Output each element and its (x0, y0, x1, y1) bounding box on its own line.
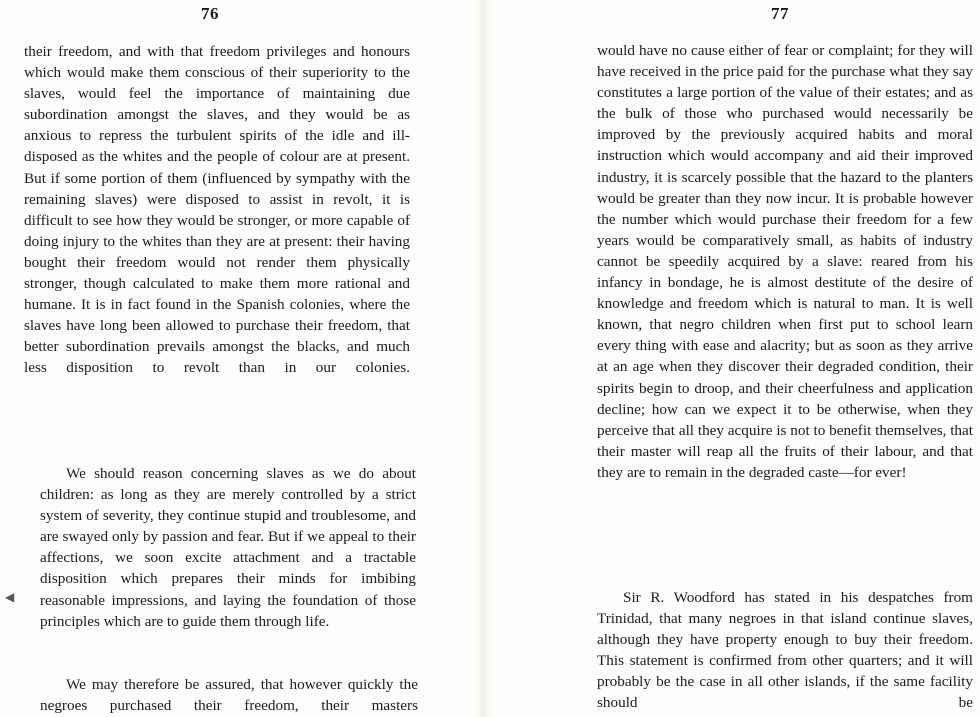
right-paragraph-1: would have no cause either of fear or complaint; for they will have received in the price paid for the purchase what they say constitutes a large portion of the value of their estates; and as the bulk of those who purchased would necessarily be improved by the previously acquired habits and moral instruction which would accompany and aid their improved industry, it is scarcely possible that the hazard to the planters would be greater than they now incur. It is probable however the number which would purchase their freedom for a few years would be comparatively small, as habits of industry cannot be speedily acquired by a slave: reared from his infancy in bondage, he is almost destitute of the desire of knowledge and freedom which is natural to man. It is well known, that negro children when first put to school learn every thing with ease and alacrity; but as soon as they arrive at an age when they discover their degraded condition, their spirits begin to droop, and their cheerfulness and application decline; how can we expect it to be otherwise, when they perceive that all they acquire is not to benefit themselves, that their master will reap all the fruits of their labour, and that they are to remain in the degraded caste—for ever! (597, 42, 973, 481)
right-paragraph-2: Sir R. Woodford has stated in his despatches from Trinidad, that many negroes in that island continue slaves, although they have property enough to buy their freedom. This statement is confirmed from other quarters; and it will probably be the case in all other islands, if the same facility should be (597, 589, 973, 712)
right-page (490, 0, 980, 717)
left-page (0, 0, 475, 717)
left-page-number: 76 (201, 4, 219, 23)
right-page-number: 77 (771, 4, 789, 23)
margin-mark: ◀ (5, 590, 15, 604)
left-paragraph-2: We should reason concerning slaves as we do about children: as long as they are merely controlled by a strict system of severity, they continue stupid and troublesome, and are swayed only by passion and fear. But if we appeal to their affections, we soon excite attachment and a tractable disposition which prepares their minds for imbibing reasonable impressions, and laying the foundation of those principles which are to guide them through life. (40, 465, 416, 630)
left-paragraph-1: their freedom, and with that freedom privileges and honours which would make them conscious of their superiority to the slaves, would feel the importance of maintaining due subordination amongst the slaves, and they would be as anxious to repress the turbulent spirits of the idle and ill-disposed as the whites and the people of colour are at present. But if some portion of them (influenced by sympathy with the remaining slaves) were disposed to assist in revolt, it is difficult to see how they would be stronger, or more capable of doing injury to the whites than they are at present: their having bought their freedom would not render them physically stronger, though calculated to make them more rational and humane. It is in fact found in the Spanish colonies, where the slaves have long been allowed to purchase their freedom, that better subordination prevails amongst the blacks, and much less disposition to revolt than in our colonies. (24, 43, 410, 377)
left-paragraph-3: We may therefore be assured, that however quickly the negroes purchased their freedom, their masters (40, 676, 418, 715)
